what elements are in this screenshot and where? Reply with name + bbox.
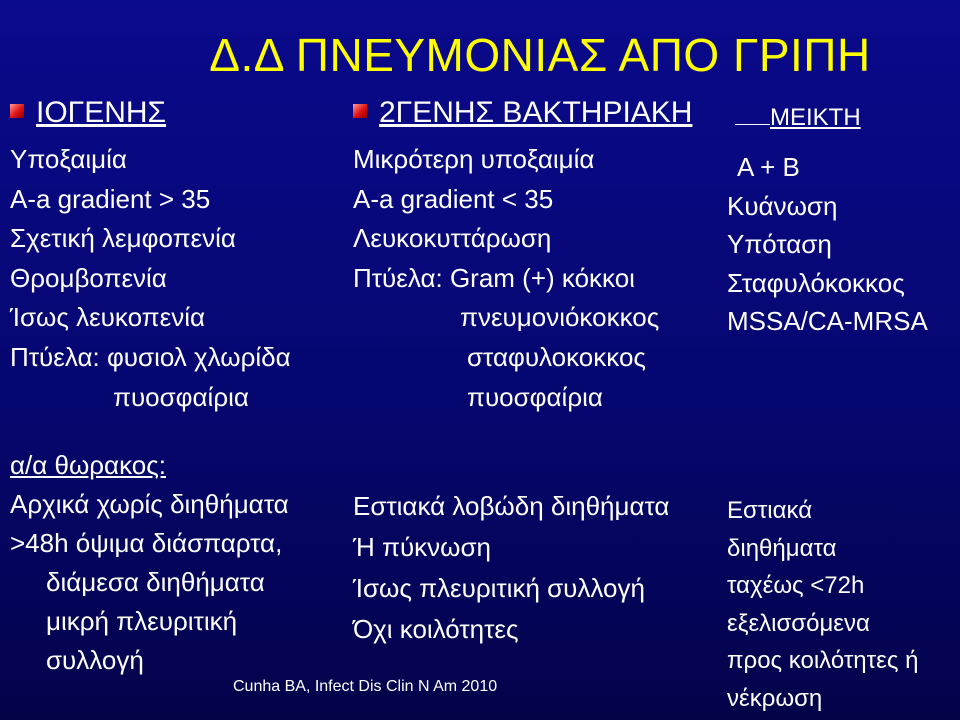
list-item: μικρή πλευριτική bbox=[46, 606, 238, 636]
list-item: A-a gradient > 35 bbox=[10, 183, 211, 214]
header-bacterial-label: 2ΓΕΝΗΣ ΒΑΚΤΗΡΙΑΚΗ bbox=[379, 96, 693, 129]
slide-title: Δ.Δ ΠΝΕΥΜΟΝΙΑΣ ΑΠΟ ΓΡΙΠΗ bbox=[209, 29, 871, 81]
xray-label: α/α θωρακος: bbox=[10, 450, 166, 480]
list-item: νέκρωση bbox=[727, 684, 823, 712]
mixed-features-list bbox=[727, 148, 928, 341]
header-mixed bbox=[735, 104, 861, 132]
list-item: A + B bbox=[737, 152, 800, 182]
list-item: συλλογή bbox=[46, 645, 144, 675]
list-item: ταχέως <72h bbox=[727, 572, 865, 599]
list-item: Μικρότερη υποξαιμία bbox=[353, 144, 595, 174]
list-item: πυοσφαίρια bbox=[113, 381, 249, 412]
list-item: A-a gradient < 35 bbox=[353, 183, 554, 214]
list-item: Σταφυλόκοκκος bbox=[727, 267, 905, 298]
list-item: Θρομβοπενία bbox=[10, 262, 167, 293]
xray-mixed-list bbox=[727, 492, 918, 717]
list-item: Λευκοκυττάρωση bbox=[353, 223, 552, 254]
list-item: σταφυλοκοκκος bbox=[467, 341, 646, 372]
list-item: Σχετική λεμφοπενία bbox=[10, 223, 236, 254]
list-item: MSSA/CA-MRSA bbox=[727, 306, 928, 336]
list-item: Κυάνωση bbox=[727, 190, 838, 221]
header-mixed-label: ΜΕΙΚΤΗ bbox=[770, 104, 861, 131]
list-item: Ίσως πλευριτική συλλογή bbox=[353, 573, 645, 603]
list-item: Αρχικά χωρίς διηθήματα bbox=[10, 489, 289, 519]
list-item: διηθήματα bbox=[727, 534, 837, 562]
list-item: Πτύελα: Gram (+) κόκκοι bbox=[353, 262, 635, 293]
list-item: Όχι κοιλότητες bbox=[353, 614, 519, 644]
xray-bacterial-list bbox=[353, 486, 669, 650]
header-mixed-underline bbox=[735, 124, 770, 125]
red-square-bullet-icon bbox=[10, 104, 24, 118]
citation: Cunha BA, Infect Dis Clin N Am 2010 bbox=[233, 678, 498, 695]
list-item: Υποξαιμία bbox=[10, 144, 127, 174]
viral-features-list bbox=[10, 140, 291, 417]
list-item: πνευμονιόκοκκος bbox=[460, 302, 660, 333]
list-item: Πτύελα: φυσιολ χλωρίδα bbox=[10, 341, 291, 372]
list-item: Ή πύκνωση bbox=[353, 532, 491, 562]
list-item: Εστιακά λοβώδη διηθήματα bbox=[353, 491, 670, 521]
list-item: εξελισσόμενα bbox=[727, 609, 870, 637]
list-item: Εστιακά bbox=[727, 497, 813, 524]
header-bacterial bbox=[353, 96, 692, 130]
list-item: διάμεσα διηθήματα bbox=[46, 567, 265, 597]
list-item: Ίσως λευκοπενία bbox=[10, 302, 205, 333]
list-item: προς κοιλότητες ή bbox=[727, 647, 919, 674]
list-item: Υπόταση bbox=[727, 229, 832, 259]
bacterial-features-list bbox=[353, 140, 659, 417]
list-item: πυοσφαίρια bbox=[467, 381, 603, 412]
header-viral bbox=[10, 96, 166, 130]
list-item: >48h όψιμα διάσπαρτα, bbox=[10, 528, 283, 558]
header-viral-label: ΙΟΓΕΝΗΣ bbox=[36, 96, 167, 129]
red-square-bullet-icon bbox=[353, 104, 367, 118]
xray-viral-list bbox=[10, 446, 289, 680]
